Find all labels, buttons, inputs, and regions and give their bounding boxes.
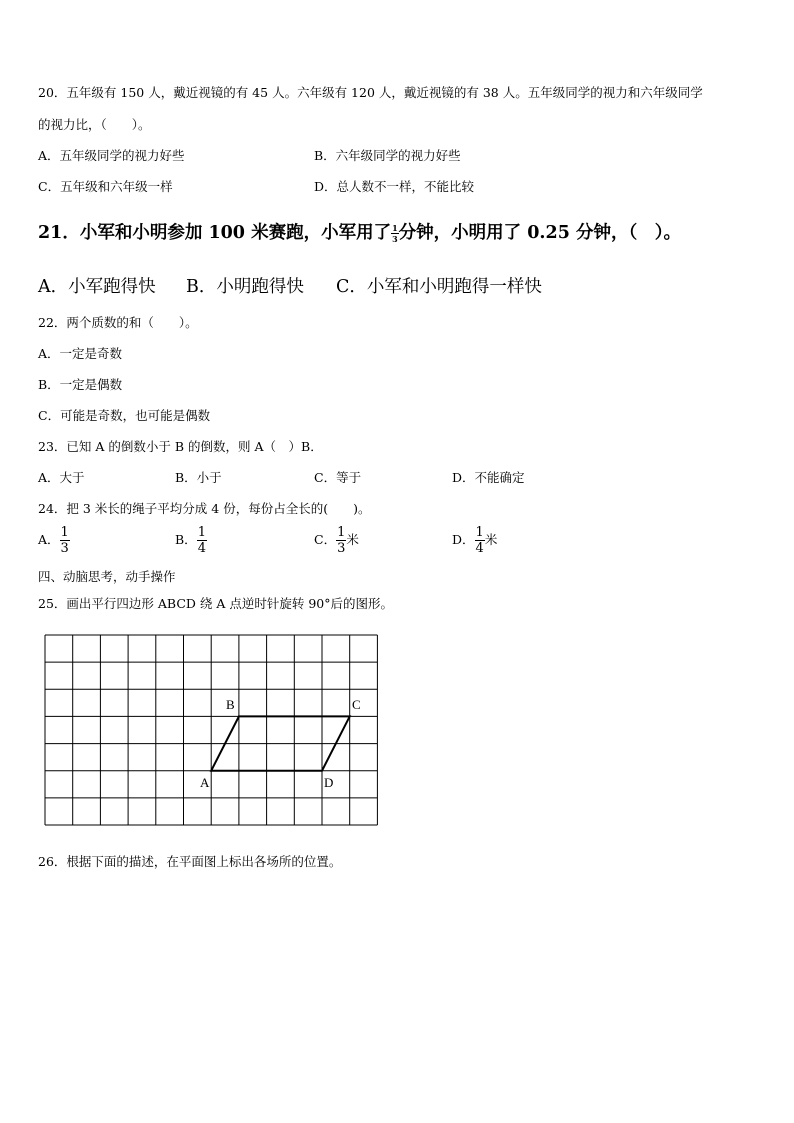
q22-option-c: C．可能是奇数，也可能是偶数 xyxy=(38,408,211,423)
q24-option-a-fraction: $\frac{1}{3}$ xyxy=(60,525,69,556)
q20-option-d: D．总人数不一样，不能比较 xyxy=(314,179,475,194)
q23-stem: 23．已知 A 的倒数小于 B 的倒数，则 A（ ）B． xyxy=(38,439,323,454)
q20-stem-line1: 20．五年级有 150 人，戴近视镜的有 45 人。六年级有 120 人，戴近视镜的有 38 人。五年级同学的视力和六年级同学 xyxy=(38,85,703,100)
grid-figure xyxy=(40,630,385,830)
q24-stem: 24．把 3 米长的绳子平均分成 4 份，每份占全长的( )。 xyxy=(38,501,371,516)
grid xyxy=(45,635,377,825)
q23-option-d: D．不能确定 xyxy=(452,470,525,485)
q24-option-c-fraction: $\frac{1}{3}$ xyxy=(337,525,346,556)
section-four-title: 四、动脑思考，动手操作 xyxy=(38,569,176,584)
q24-option-c: C． $\frac{1}{3}$ 米 xyxy=(314,525,359,556)
q21-option-c: C．小军和小明跑得一样快 xyxy=(336,277,542,297)
q26-stem: 26．根据下面的描述，在平面图上标出各场所的位置。 xyxy=(38,854,342,869)
q23-option-c: C．等于 xyxy=(314,470,362,485)
q21-text-before: 21．小军和小明参加 100 米赛跑，小军用了 xyxy=(38,223,392,243)
q23-option-b: B．小于 xyxy=(175,470,222,485)
q22-option-a: A．一定是奇数 xyxy=(38,346,123,361)
q24-option-a: A． $\frac{1}{3}$ xyxy=(38,525,69,556)
q22-option-b: B．一定是偶数 xyxy=(38,377,123,392)
vertex-label-d: D xyxy=(324,775,334,790)
q21-option-b: B．小明跑得快 xyxy=(186,277,304,297)
q20-option-b: B．六年级同学的视力好些 xyxy=(314,148,461,163)
q23-option-a: A．大于 xyxy=(38,470,85,485)
q21-stem xyxy=(38,219,681,244)
q24-option-d-fraction: $\frac{1}{4}$ xyxy=(475,525,484,556)
q21-fraction: $\frac{1}{3}$ xyxy=(392,223,398,244)
q20-stem-line2: 的视力比，（ ）。 xyxy=(38,117,151,132)
q21-option-a: A．小军跑得快 xyxy=(38,277,156,297)
q25-stem: 25．画出平行四边形 ABCD 绕 A 点逆时针旋转 90°后的图形。 xyxy=(38,596,393,611)
q24-option-b-fraction: $\frac{1}{4}$ xyxy=(197,525,206,556)
vertex-label-c: C xyxy=(352,697,361,712)
q20-option-c: C．五年级和六年级一样 xyxy=(38,179,173,194)
q20-option-a: A．五年级同学的视力好些 xyxy=(38,148,185,163)
q24-option-d: D． $\frac{1}{4}$ 米 xyxy=(452,525,498,556)
q24-option-b: B． $\frac{1}{4}$ xyxy=(175,525,206,556)
q21-text-after: 分钟，小明用了 0.25 分钟，（ ）。 xyxy=(398,223,681,243)
q22-stem: 22．两个质数的和（ ）。 xyxy=(38,315,198,330)
vertex-label-b: B xyxy=(226,697,235,712)
vertex-label-a: A xyxy=(200,775,210,790)
